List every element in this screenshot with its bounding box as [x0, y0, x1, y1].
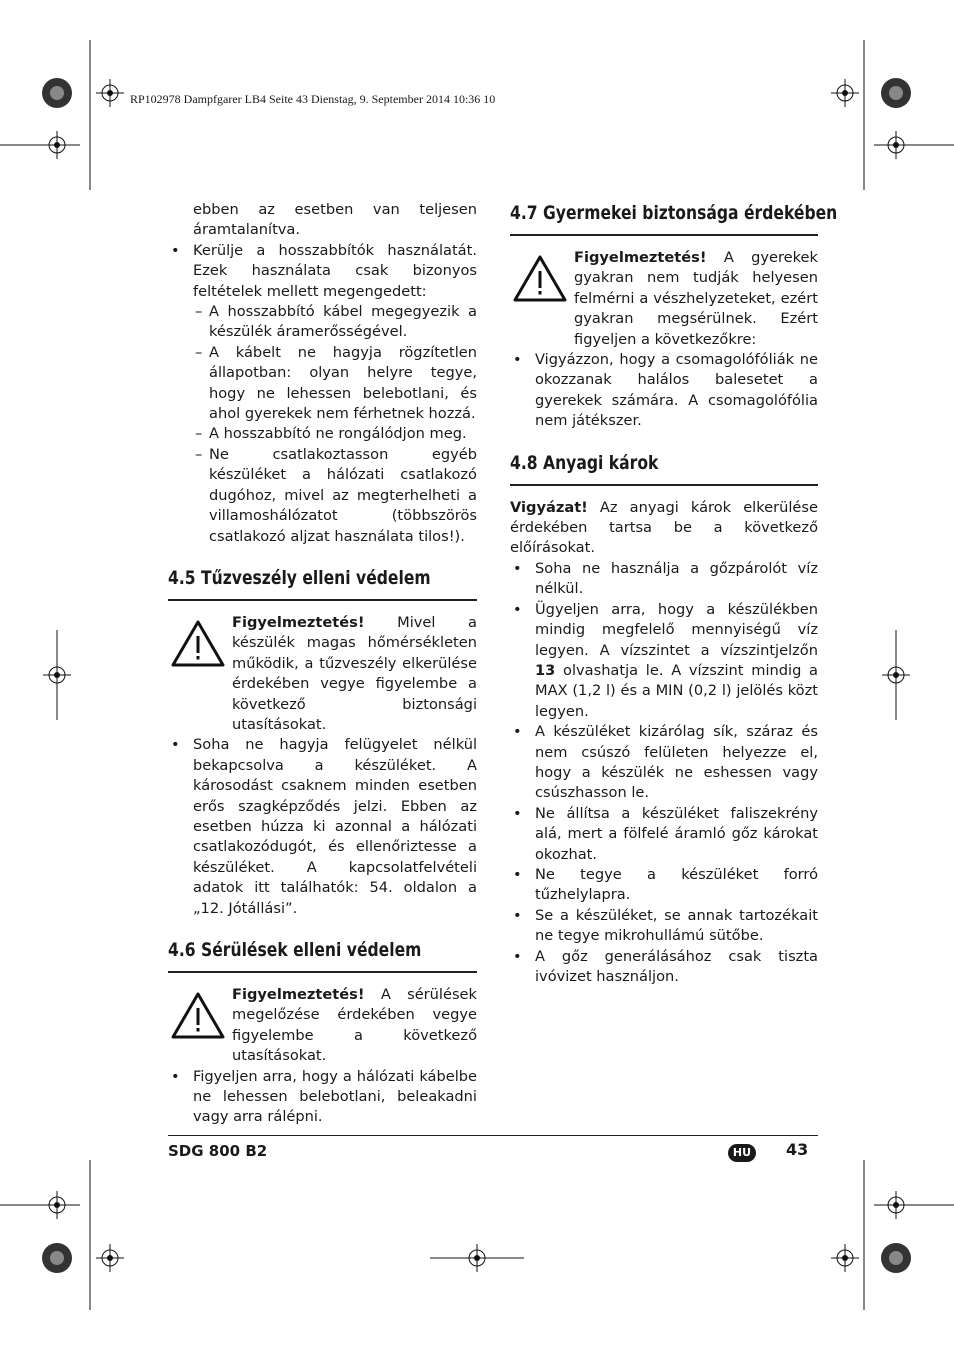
dash-item: – A hosszabbító kábel megegyezik a készülék áramerősségével.	[168, 302, 477, 343]
section-heading-4-6: 4.6 Sérülések elleni védelem	[168, 939, 422, 961]
section-rule	[168, 971, 477, 973]
bullet-text-tail: olvashatja le. A vízszint mindig a MAX (1,2 l) és a MIN (0,2 l) jelölés közt legyen.	[535, 661, 818, 720]
print-slug: RP102978 Dampfgarer LB4 Seite 43 Dienstag, 9. September 2014 10:36 10	[130, 92, 496, 106]
right-column	[510, 200, 838, 987]
bullet-item: • Ne tegye a készüléket forró tűzhelylapra.	[510, 865, 818, 906]
dash-item: – A hosszabbító ne rongálódjon meg.	[168, 424, 477, 444]
continued-text: ebben az esetben van teljesen áramtalanítva.	[193, 201, 477, 239]
section-rule	[168, 599, 477, 601]
footer-rule	[168, 1135, 818, 1136]
warning-label: Figyelmeztetés!	[232, 986, 365, 1003]
bullet-item: • Ne állítsa a készüléket faliszekrény alá, mert a fölfelé áramló gőz károkat okozhat.	[510, 804, 818, 865]
warning-text: A gyerekek gyakran nem tudják helyesen felmérni a vészhelyzeteket, ezért gyakran megsérülnek. Ezért figyeljen a következőkre:	[574, 249, 818, 348]
bullet-item: • Se a készüléket, se annak tartozékait ne tegye mikrohullámú sütőbe.	[510, 906, 818, 947]
section-heading-4-8: 4.8 Anyagi károk	[510, 451, 659, 474]
warning-triangle-icon	[170, 619, 226, 669]
page-number: 43	[786, 1140, 809, 1159]
warning-label: Figyelmeztetés!	[574, 249, 707, 266]
warning-text: A sérülések megelőzése érdekében vegye figyelembe a következő utasításokat.	[232, 986, 477, 1065]
bullet-text: Ügyeljen arra, hogy a készülékben mindig megfelelő mennyiségű víz legyen. A vízszintet a vízszintjelzőn	[535, 600, 818, 659]
section-heading-4-7: 4.7 Gyermekei biztonsága érdekében	[510, 202, 838, 224]
section-rule	[510, 234, 818, 236]
bullet-item-water-level	[510, 600, 818, 722]
warning-block	[510, 248, 818, 350]
bullet-item: • A gőz generálásához csak tiszta ivóvizet használjon.	[510, 947, 818, 988]
warning-text: Mivel a készülék magas hőmérsékleten működik, a tűzveszély elkerülése érdekében vegye figyelembe a következő biztonsági utasításokat.	[232, 613, 477, 733]
bullet-item: • A készüléket kizárólag sík, száraz és nem csúszó felületen helyezze el, hogy a készülék ne eshessen vagy csúszhasson le.	[510, 722, 818, 804]
left-column	[168, 200, 477, 1128]
warning-triangle-icon	[512, 254, 568, 304]
language-badge: HU	[728, 1144, 756, 1162]
caution-paragraph	[510, 498, 818, 559]
dash-item: – A kábelt ne hagyja rögzítetlen állapotban: olyan helyre tegye, hogy ne lehessen belebotlani, és ahol gyerekek nem férhetnek hozzá.	[168, 343, 477, 425]
bullet-item: • Soha ne használja a gőzpárolót víz nélkül.	[510, 559, 818, 600]
dash-item: – Ne csatlakoztasson egyéb készüléket a hálózati csatlakozó dugóhoz, mivel az megterhelheti a villamoshálózatot (többszörös csatlakozó aljzat használata tilos!).	[168, 445, 477, 547]
bullet-item: • Vigyázzon, hogy a csomagolófóliák ne okozzanak halálos balesetet a gyerekek számára. A csomagolófólia nem játékszer.	[510, 350, 818, 432]
warning-block	[168, 985, 477, 1067]
caution-text: Az anyagi károk elkerülése érdekében tartsa be a következő előírásokat.	[510, 498, 818, 557]
warning-triangle-icon	[170, 991, 226, 1041]
warning-label: Figyelmeztetés!	[232, 613, 365, 631]
footer-model: SDG 800 B2	[168, 1142, 268, 1160]
section-heading-4-5: 4.5 Tűzveszély elleni védelem	[168, 566, 431, 589]
warning-block	[168, 613, 477, 735]
section-rule	[510, 484, 818, 486]
bullet-item: • Figyeljen arra, hogy a hálózati kábelbe ne lehessen belebotlani, beleakadni vagy arra rálépni.	[168, 1067, 477, 1128]
bullet-extension-cords: • Kerülje a hosszabbítók használatát. Ezek használata csak bizonyos feltételek mellett megengedett:	[168, 241, 477, 302]
caution-label: Vigyázat!	[510, 498, 588, 516]
reference-number: 13	[535, 661, 556, 679]
bullet-item: • Soha ne hagyja felügyelet nélkül bekapcsolva a készüléket. A károsodást csaknem minden esetben erős szagképződés jelzi. Ebben az esetben húzza ki azonnal a hálózati csatlakozódugót, és ellenőriztesse a készüléket. A kapcsolatfelvételi adatok itt találhatók: 54. oldalon a „12. Jótállási”.	[168, 735, 477, 919]
